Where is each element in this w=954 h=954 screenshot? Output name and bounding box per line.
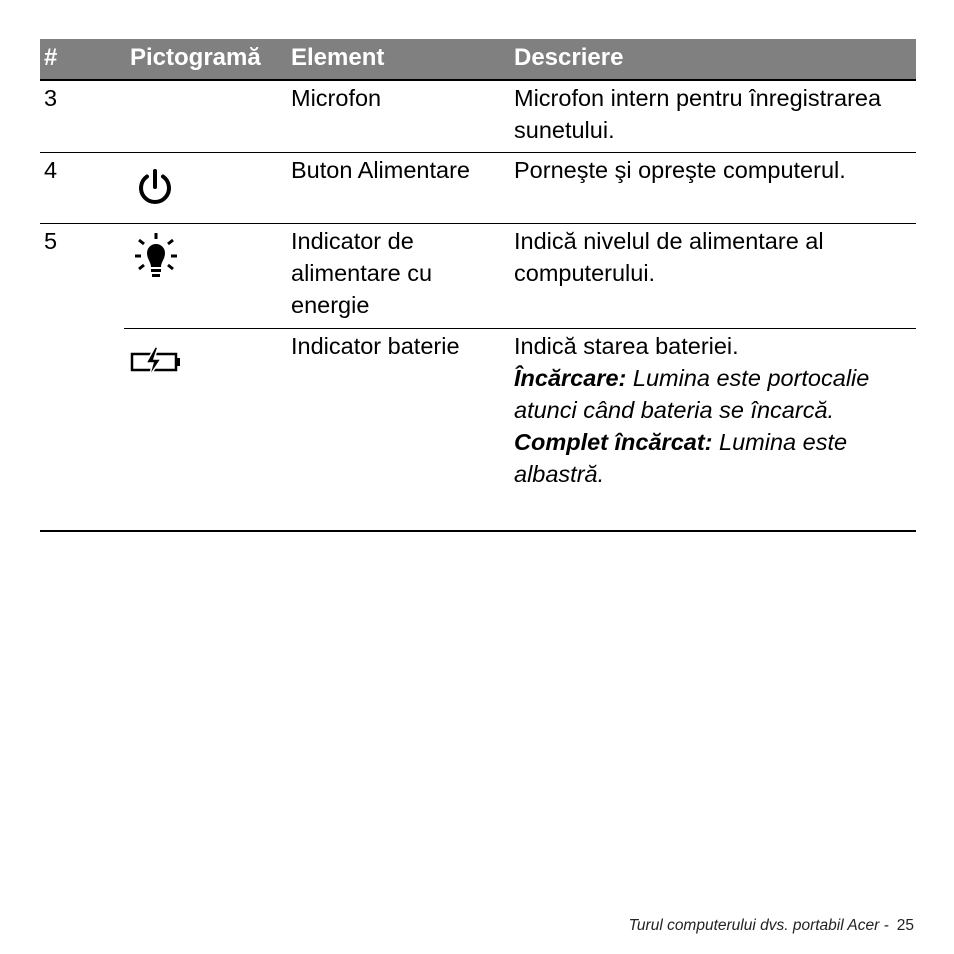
power-icon: [134, 166, 176, 208]
row-num: 3: [44, 85, 58, 111]
row-description: Porneşte şi opreşte computerul.: [514, 157, 846, 183]
lightbulb-icon: [133, 231, 179, 281]
row-element: Buton Alimentare: [291, 157, 470, 183]
full-text: Lumina este albastră.: [514, 429, 848, 487]
header-num: #: [44, 44, 58, 71]
footer-text: Turul computerului dvs. portabil Acer -: [628, 917, 889, 934]
table-row: [40, 153, 916, 224]
charging-label: Încărcare:: [514, 365, 627, 391]
row-element: Indicator baterie: [291, 333, 460, 359]
row-description: [514, 330, 914, 490]
header-icon: Pictogramă: [130, 44, 261, 71]
components-table: [40, 39, 916, 532]
table-bottom-rule: [40, 530, 916, 532]
header-element: Element: [291, 44, 385, 71]
row-description: Microfon intern pentru înregistrarea sunetului.: [514, 85, 882, 143]
row-element: Indicator de alimentare cu energie: [291, 228, 433, 318]
table-row: [40, 81, 916, 153]
table-row: [40, 329, 916, 532]
row-num: 4: [44, 157, 58, 183]
row-description: Indică nivelul de alimentare al computerului.: [514, 228, 824, 286]
page-number: 25: [896, 917, 914, 934]
page-footer: [629, 917, 914, 935]
charging-note: [514, 362, 914, 426]
battery-description: Indică starea bateriei.: [514, 333, 739, 359]
table-header: [40, 39, 916, 79]
full-charge-note: [514, 426, 914, 490]
charging-text: Lumina este portocalie atunci când bateria se încarcă.: [514, 365, 870, 423]
table-row: [40, 224, 916, 329]
row-num: 5: [44, 228, 58, 254]
full-label: Complet încărcat:: [514, 429, 713, 455]
battery-charging-icon: [130, 345, 182, 379]
header-description: Descriere: [514, 44, 624, 71]
row-element: Microfon: [291, 85, 382, 111]
